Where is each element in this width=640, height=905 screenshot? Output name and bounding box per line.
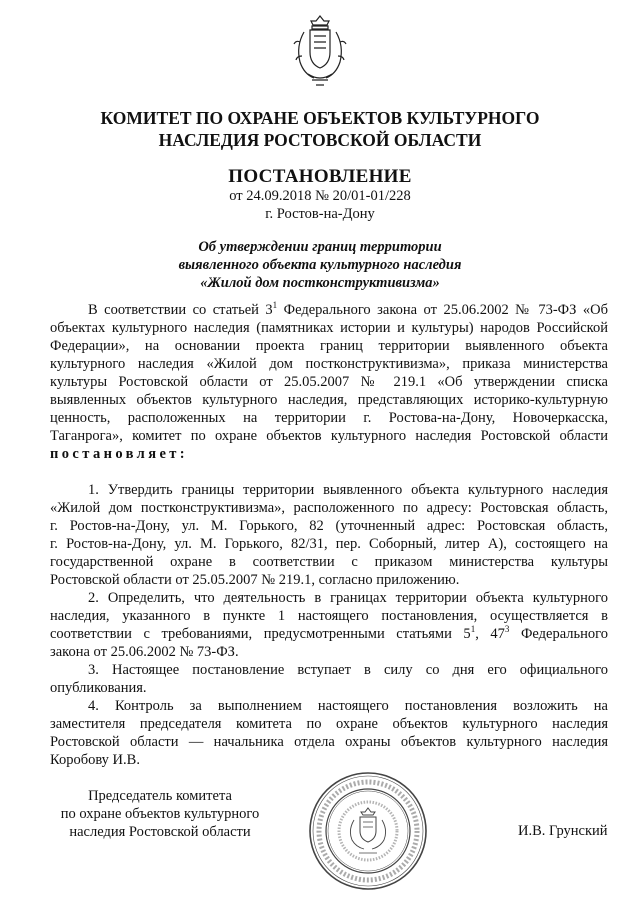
issuer-name-line-2: НАСЛЕДИЯ РОСТОВСКОЙ ОБЛАСТИ <box>158 130 482 150</box>
superscript: 3 <box>504 624 510 634</box>
preamble-line: ценность, расположенных на территории г. Ростова-на-Дону, Новочеркасска, <box>50 410 608 426</box>
item-2-line <box>50 626 608 643</box>
item-4-line: заместителя председателя комитета по охране объектов культурного наследия <box>50 716 608 732</box>
item-2-line: наследия, указанного в пункте 1 настоящего постановления, осуществляется в <box>50 608 608 624</box>
item-2-line: закона от 25.06.2002 № 73-ФЗ. <box>50 644 239 660</box>
signer-title-line: по охране объектов культурного <box>60 806 260 822</box>
item-2-text: соответствии с требованиями, предусмотренными статьями 5 <box>50 626 471 642</box>
resolves-word: постановляет: <box>50 446 189 462</box>
preamble-line: культуры Ростовской области от 25.05.2007 № 219.1 «Об утверждении списка <box>50 374 608 390</box>
subject-line-3: «Жилой дом постконструктивизма» <box>200 275 440 291</box>
document-date-number: от 24.09.2018 № 20/01-01/228 <box>229 188 411 204</box>
issuer-name-line-1: КОМИТЕТ ПО ОХРАНЕ ОБЪЕКТОВ КУЛЬТУРНОГО <box>100 108 540 128</box>
item-2-line: 2. Определить, что деятельность в границах территории объекта культурного <box>88 590 608 606</box>
item-2-text: Федерального <box>509 626 608 642</box>
preamble-line: Федерации», на основании проекта границ территории выявленного объекта <box>50 338 608 354</box>
item-4-line: 4. Контроль за выполнением настоящего постановления возложить на <box>88 698 608 714</box>
superscript: 1 <box>272 300 278 310</box>
item-4-line: Коробову И.В. <box>50 752 140 768</box>
item-4-line: Ростовской области — начальника отдела охраны объектов культурного наследия <box>50 734 608 750</box>
document-city: г. Ростов-на-Дону <box>265 206 375 222</box>
item-1-line: «Жилой дом постконструктивизма», расположенного по адресу: Ростовская область, <box>50 500 608 516</box>
preamble-line <box>88 302 608 319</box>
preamble-line: культурного наследия «Жилой дом постконструктивизма», приказа министерства <box>50 356 608 372</box>
preamble-text: Федерального закона от 25.06.2002 № 73-ФЗ «Об <box>277 302 608 318</box>
subject-line-1: Об утверждении границ территории <box>198 239 442 255</box>
preamble-text: В соответствии со статьей 3 <box>88 302 273 318</box>
item-1-line: государственной охране в соответствии с приказом министерства культуры <box>50 554 608 570</box>
signer-title-line: наследия Ростовской области <box>69 824 251 840</box>
coat-of-arms-icon <box>290 12 350 90</box>
signer-title-line: Председатель комитета <box>88 788 232 804</box>
item-1-line: г. Ростов-на-Дону, ул. М. Горького, 82 (уточненный адрес: Ростовская область, <box>50 518 608 534</box>
item-2-text: , 47 <box>475 626 505 642</box>
item-1-line: 1. Утвердить границы территории выявленного объекта культурного наследия <box>88 482 608 498</box>
item-1-line: г. Ростов-на-Дону, ул. М. Горького, 82/31, пер. Соборный, литер А), состоящего на <box>50 536 608 552</box>
subject-line-2: выявленного объекта культурного наследия <box>178 257 462 273</box>
document-type: ПОСТАНОВЛЕНИЕ <box>228 166 412 187</box>
item-1-line: Ростовской области от 25.05.2007 № 219.1, согласно приложению. <box>50 572 460 588</box>
preamble-line: выявленных объектов культурного наследия, представляющих историко-культурную <box>50 392 608 408</box>
preamble-line: объектах культурного наследия (памятниках истории и культуры) народов Российской <box>50 320 608 336</box>
official-seal-icon <box>307 770 429 892</box>
item-3-line: 3. Настоящее постановление вступает в силу со дня его официального <box>88 662 608 678</box>
superscript: 1 <box>470 624 476 634</box>
signer-name: И.В. Грунский <box>518 823 608 839</box>
item-3-line: опубликования. <box>50 680 147 696</box>
preamble-line: Таганрога», комитет по охране объектов культурного наследия Ростовской области <box>50 428 608 444</box>
